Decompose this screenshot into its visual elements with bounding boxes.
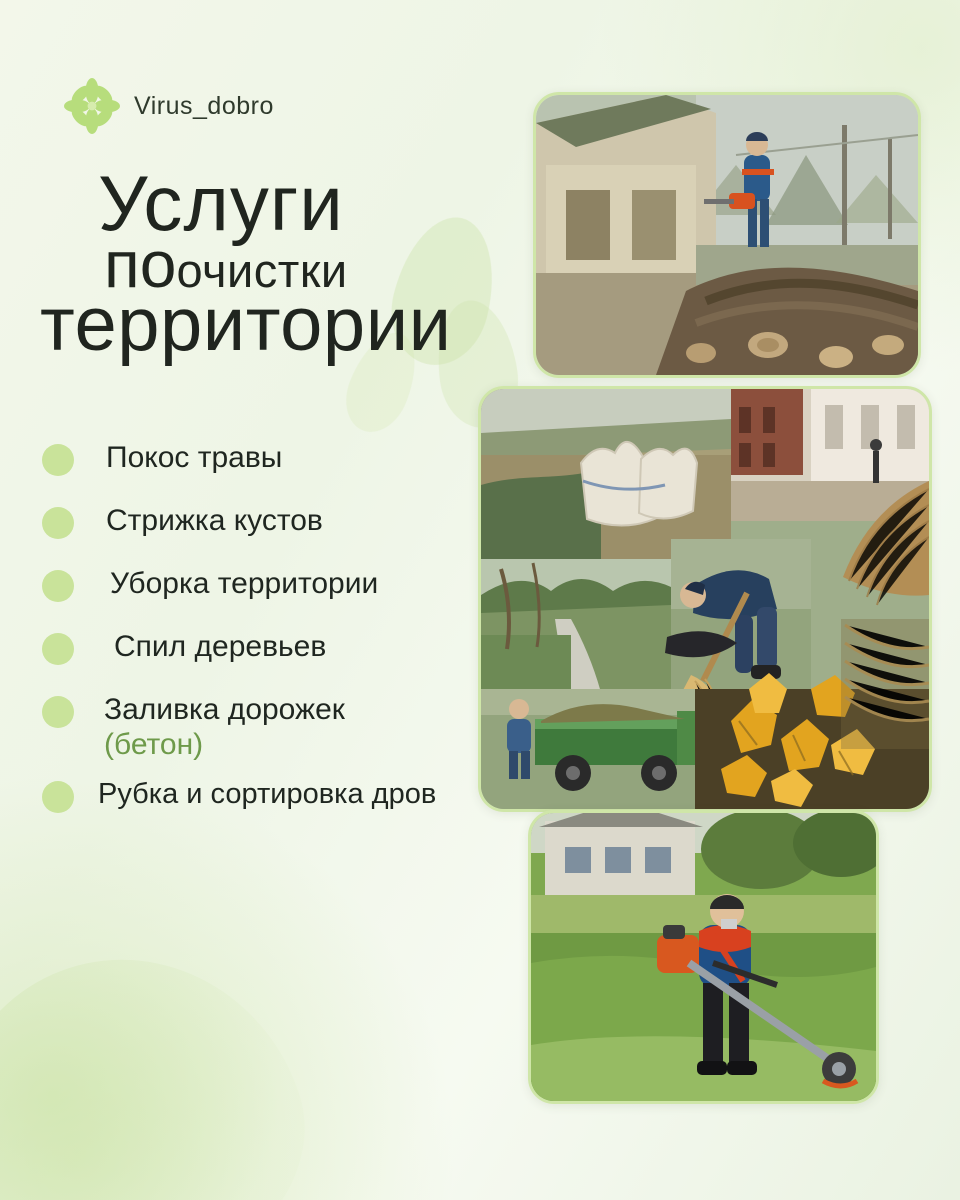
photo-grass-mowing bbox=[528, 810, 879, 1104]
brand-name: Virus_dobro bbox=[134, 91, 274, 120]
service-label bbox=[104, 692, 345, 763]
bullet-dot-icon bbox=[42, 507, 74, 539]
page-title bbox=[40, 159, 570, 368]
bullet-dot-icon bbox=[42, 633, 74, 665]
service-label-accent: (бетон) bbox=[104, 728, 204, 762]
service-label: Спил деревьев bbox=[114, 630, 327, 663]
title-line-2-big: по bbox=[104, 226, 177, 301]
title-line-3: территории bbox=[40, 282, 452, 368]
service-label: Покос травы bbox=[106, 441, 283, 474]
title-line-1: Услуги bbox=[98, 159, 344, 247]
title-line-2-small: очистки bbox=[176, 243, 348, 297]
service-label-main: Заливка дорожек bbox=[104, 693, 345, 726]
photo-cleanup-collage bbox=[478, 386, 932, 812]
decorative-leaf-corner bbox=[0, 912, 342, 1200]
bullet-dot-icon bbox=[42, 781, 74, 813]
service-label: Стрижка кустов bbox=[106, 504, 323, 537]
service-label: Рубка и сортировка дров bbox=[98, 777, 437, 810]
brand-block bbox=[64, 78, 274, 134]
flower-icon bbox=[64, 78, 120, 134]
service-label: Уборка территории bbox=[110, 567, 379, 600]
bullet-dot-icon bbox=[42, 696, 74, 728]
photo-tree-felling bbox=[533, 92, 921, 378]
bullet-dot-icon bbox=[42, 570, 74, 602]
bullet-dot-icon bbox=[42, 444, 74, 476]
